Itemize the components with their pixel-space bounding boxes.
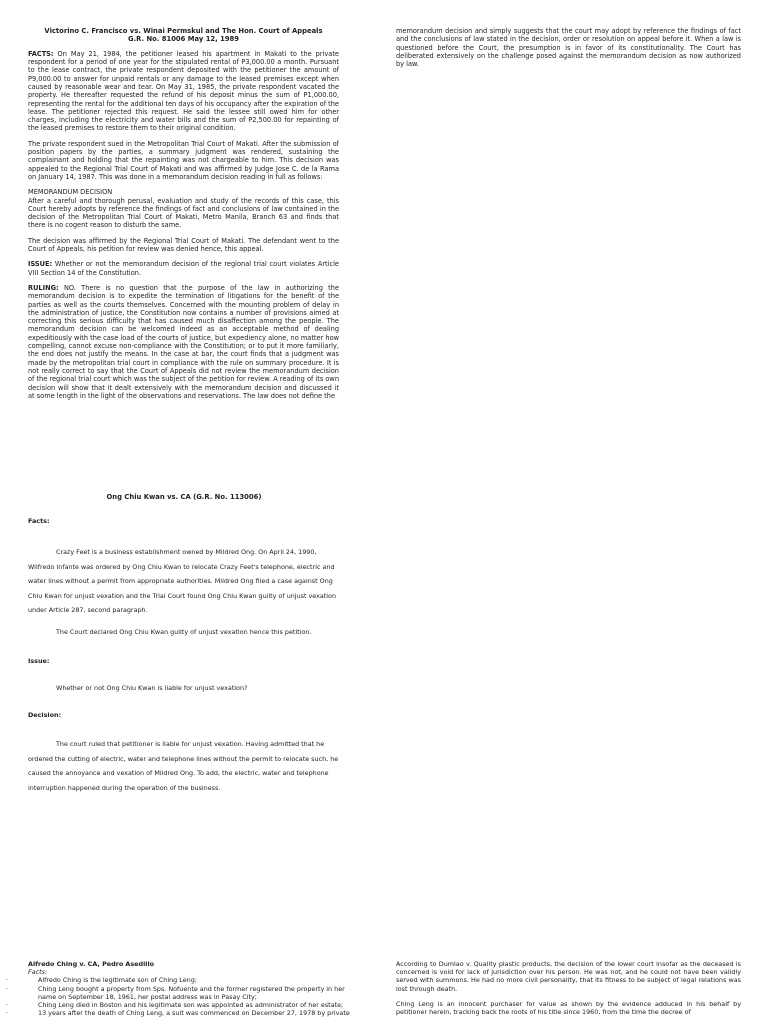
case2-facts-body2: The Court declared Ong Chiu Kwan guilty of unjust vexation hence this petition. [56, 628, 312, 636]
case2-facts-text [28, 545, 340, 618]
list-item-text: 13 years after the death of Ching Leng, a suit was commenced on December 27, 1978 by private [38, 1009, 350, 1018]
case2-issue-heading: Issue: [28, 657, 50, 665]
bullet-icon: · [6, 1009, 9, 1018]
list-item [6, 1001, 354, 1010]
case2-facts-text2 [28, 625, 340, 640]
case1-ruling-label: RULING: [28, 283, 59, 292]
case1-right-text: memorandum decision and simply suggests that the court may adopt by reference the findings of fact and the conclusions of law stated in the decision, order or resolution on appeal before it. When a law is questioned before the Court, the presumption is in favor of its constitutionality. The Court has deliberated extensively on the challenge posed against the memorandum decision as now authorized by law. [396, 27, 741, 69]
case2-decision-body: The court ruled that petitioner is liable for unjust vexation. Having admitted that he ordered the cutting of electric, water and telephone lines without the permit to relocate such, he caused the annoyance and vexation of Mildred Ong. To add, the electric, water and telephone interruption happened during the operation of the business. [28, 740, 339, 792]
case1-memo [28, 188, 339, 229]
case2-decision-text [28, 737, 340, 795]
list-item [6, 976, 354, 985]
case2-issue-text [28, 681, 340, 696]
case1-issue-label: ISSUE: [28, 260, 53, 269]
list-item [6, 1009, 354, 1018]
case2-title: Ong Chiu Kwan vs. CA (G.R. No. 113006) [106, 493, 262, 501]
case1-memo-text: After a careful and thorough perusal, evaluation and study of the records of this case, this Court hereby adopts by reference the findings of fact and conclusions of law contained in the decision of the Metropolitan Trial Court of Makati, Metro Manila, Branch 63 and finds that there is no cogent reason to disturb the same. [28, 196, 339, 230]
bullet-icon: · [6, 976, 9, 985]
case1-ruling [28, 284, 339, 400]
list-item-text: Alfredo Ching is the legitimate son of Ching Leng; [38, 976, 197, 985]
list-item [6, 984, 354, 1001]
case1-title-line2: G.R. No. 81006 May 12, 1989 [127, 35, 240, 44]
case3-right-para2: Ching Leng is an innocent purchaser for value as shown by the evidence adduced in his behalf by petitioner herein, tracking back the roots of his title since 1960, from the time the decree of [396, 999, 741, 1017]
case1-title-line1: Victorino C. Francisco vs. Winai Permskul and The Hon. Court of Appeals [44, 27, 323, 35]
case1-left-column [28, 27, 339, 407]
list-item-text: Ching Leng bought a property from Sps. Nofuente and the former registered the property in her name on September 18, 1961, her postal address was in Pasay City; [38, 984, 345, 1001]
bullet-icon: · [6, 984, 9, 993]
case2-facts-body: Crazy Feet is a business establishment owned by Mildred Ong. On April 24, 1990, Wilfredo Infante was ordered by Ong Chiu Kwan to relocate Crazy Feet's telephone, electric and water lines without a permit from appropriate authorities. Mildred Ong filed a case against Ong Chiu Kwan for unjust vexation and the Trial Court found Ong Chiu Kwan guilty of unjust vexation under Article 287, second paragraph. [28, 548, 337, 614]
list-item-text: Ching Leng died in Boston and his legitimate son was appointed as administrator of her estate; [38, 1001, 344, 1010]
case3-title: Alfredo Ching v. CA, Pedro Asedillo [28, 960, 155, 968]
case3-facts-label: Facts: [28, 968, 48, 977]
case1-facts-label: FACTS: [28, 49, 54, 58]
case1-memo-heading: MEMORANDUM DECISION [28, 188, 113, 197]
case1-issue-text: Whether or not the memorandum decision of the regional trial court violates Article VIII Section 14 of the Constitution. [28, 260, 339, 277]
bullet-icon: · [6, 1001, 9, 1010]
case1-para3: The decision was affirmed by the Regional Trial Court of Makati. The defendant went to the Court of Appeals, his petition for review was denied hence, this appeal. [28, 236, 339, 254]
case2-issue-body: Whether or not Ong Chiu Kwan is liable for unjust vexation? [56, 684, 248, 692]
case2-facts-heading: Facts: [28, 517, 50, 525]
case1-right-column [396, 27, 741, 75]
case3-right-para1: According to Dumlao v. Quality plastic products, the decision of the lower court insofar as the deceased is concerned is void for lack of jurisdiction over his person. He was not, and he could not have been validly served with summons. He had no more civil personality, that its fitness to be subject of legal relations was lost through death. [396, 960, 741, 993]
case1-facts [28, 50, 339, 133]
case3-left-column [6, 960, 354, 1018]
case1-issue [28, 260, 339, 277]
case1-ruling-text: NO. There is no question that the purpose of the law in authorizing the memorandum decision is to expedite the termination of litigations for the benefit of the parties as well as the courts themselves. Concerned with the mounting problem of delay in the administration of justice, the Constitution now contains a number of provisions aimed at correcting this serious difficulty that has caused much disaffection among the people. The memorandum decision can be welcomed indeed as an acceptable method of dealing expeditiously with the case load of the courts of justice, but expediency alone, no matter how compelling, cannot excuse non-compliance with the Constitution; or to put it more familiarly, the end does not justify the means. In the case at bar, the court finds that a judgment was made by the metropolitan trial court in compliance with the rule on summary procedure. It is not really correct to say that the Court of Appeals did not review the memorandum decision of the regional trial court which was the subject of the petition for review. A reading of its own decision will show that it dealt extensively with the memorandum decision and discussed it at some length in the light of the observations and reservations. The law does not define the [28, 283, 339, 400]
case2-decision-heading: Decision: [28, 711, 62, 719]
case1-title [28, 27, 339, 44]
case2-section [28, 493, 340, 803]
case1-facts-text: On May 21, 1984, the petitioner leased his apartment in Makati to the private respondent for a period of one year for the stipulated rental of P3,000.00 a month. Pursuant to the lease contract, the private respondent deposited with the petitioner the amount of P9,000.00 to answer for unpaid rentals or any damage to the leased premises except when caused by reasonable wear and tear. On May 31, 1985, the private respondent vacated the property. He thereafter requested the refund of his deposit minus the sum of P1,000.00, representing the rental for the additional ten days of his occupancy after the expiration of the lease. The petitioner rejected this request. He said the lessee still owed him for other charges, including the electricity and water bills and the sum of P2,500.00 for repainting of the leased premises to restore them to their original condition. [28, 49, 339, 133]
case3-right-column [396, 960, 741, 1023]
case1-para2: The private respondent sued in the Metropolitan Trial Court of Makati. After the submission of position papers by the parties, a summary judgment was rendered, sustaining the complainant and holding that the repainting was not chargeable to him. This decision was appealed to the Regional Trial Court of Makati and was affirmed by Judge Jose C. de la Rama on January 14, 1987. This was done in a memorandum decision reading in full as follows: [28, 139, 339, 181]
